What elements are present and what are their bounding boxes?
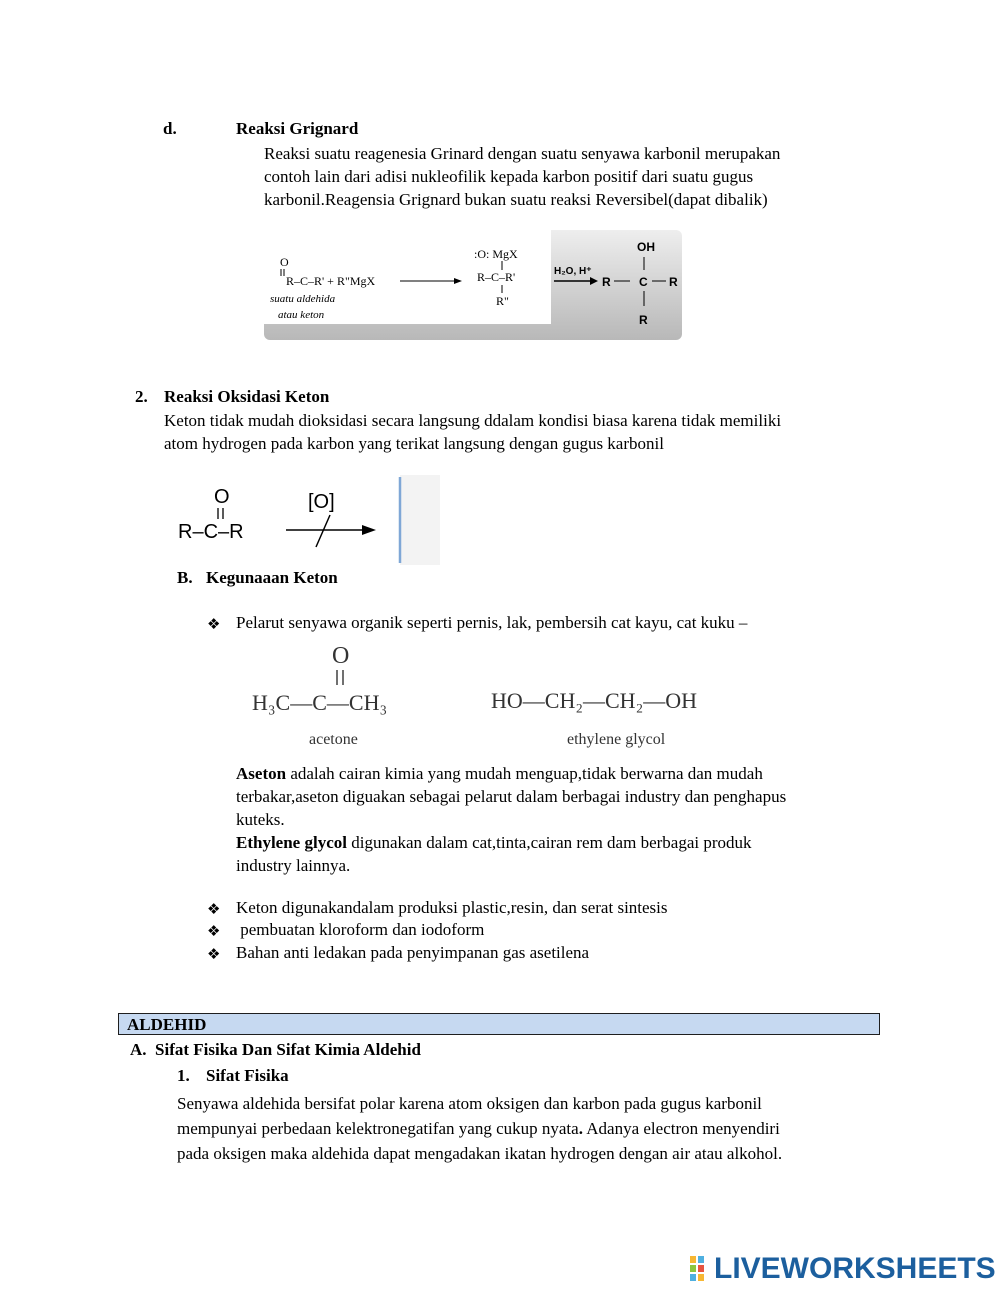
glycol-line-1-text: digunakan dalam cat,tinta,cairan rem dam berbagai produk	[346, 833, 752, 852]
oxidation-reagent: [O]	[308, 491, 335, 513]
glycol-term: Ethylene glycol	[236, 833, 347, 852]
oxidation-figure-edge	[400, 475, 440, 565]
liveworksheets-logo[interactable]	[690, 1252, 996, 1286]
oxidation-formula: R–C–R	[178, 521, 244, 543]
reactant-formula: R–C–R' + R"MgX	[286, 274, 376, 288]
logo-grid-icon	[690, 1256, 712, 1282]
uses-letter: B.	[177, 568, 193, 587]
oxidation-figure-svg	[164, 475, 440, 565]
logo-square	[690, 1274, 696, 1281]
product-bottom-r: R	[639, 313, 648, 327]
logo-square	[690, 1265, 696, 1272]
product-carbon: C	[639, 275, 648, 289]
grignard-line-3: karbonil.Reagensia Grignard bukan suatu reaksi Reversibel(dapat dibalik)	[264, 190, 768, 209]
logo-square	[698, 1265, 704, 1272]
uses-bullet-4: Bahan anti ledakan pada penyimpanan gas asetilena	[236, 943, 590, 962]
uses-bullet-2: Keton digunakandalam produksi plastic,resin, dan serat sintesis	[236, 898, 668, 917]
aldehid-section-title: A. Sifat Fisika Dan Sifat Kimia Aldehid	[130, 1040, 421, 1059]
uses-title: Kegunaaan Keton	[206, 568, 338, 587]
product-right-r: R	[669, 275, 678, 289]
acetone-oxygen: O	[332, 643, 350, 669]
oxidation-line-1: Keton tidak mudah dioksidasi secara langsung ddalam kondisi biasa karena tidak memiliki	[164, 411, 782, 430]
product-oh: OH	[637, 240, 655, 254]
aseton-line-3: kuteks.	[236, 810, 285, 829]
aseton-paragraph	[236, 762, 786, 877]
intermediate-r: R"	[496, 294, 509, 308]
logo-text: LIVEWORKSHEETS	[714, 1252, 996, 1285]
grignard-paragraph	[264, 142, 780, 211]
oxidation-line-2: atom hydrogen pada karbon yang terikat langsung dengan gugus karbonil	[164, 434, 664, 453]
glycol-line-1	[236, 831, 786, 854]
bullet-icon: ❖	[207, 615, 221, 633]
uses-bullet-1: Pelarut senyawa organik seperti pernis, lak, pembersih cat kayu, cat kuku –	[236, 613, 748, 632]
aseton-line-2: terbakar,aseton diguakan sebagai pelarut dalam berbagai industry dan penghapus	[236, 787, 787, 806]
oxidation-figure	[164, 475, 440, 565]
oxidation-title: Reaksi Oksidasi Keton	[164, 387, 330, 406]
aldehid-line-2a: mempunyai perbedaan kelektronegatifan yang cukup nyata	[177, 1119, 579, 1138]
aseton-line-1	[236, 762, 786, 785]
glycol-line-2: industry lainnya.	[236, 856, 351, 875]
uses-bullet-3: pembuatan kloroform dan iodoform	[236, 920, 485, 939]
bullet-icon: ❖	[207, 945, 221, 963]
intermediate-oxygen: :O: MgX	[474, 247, 518, 261]
reactant-caption-1: suatu aldehida	[270, 293, 336, 305]
grignard-line-2: contoh lain dari adisi nukleofilik kepada karbon positif dari suatu gugus	[264, 167, 754, 186]
grignard-reaction-figure	[264, 230, 682, 340]
logo-square	[698, 1256, 704, 1263]
structures-figure	[246, 640, 766, 752]
aldehid-line-2c: Adanya electron menyendiri	[582, 1119, 780, 1138]
logo-square	[698, 1274, 704, 1281]
oxidation-oxygen: O	[214, 486, 230, 508]
aldehid-line-3: pada oksigen maka aldehida dapat mengadakan ikatan hydrogen dengan air atau alkohol.	[177, 1144, 783, 1163]
reagent-label: H₂O, H⁺	[554, 266, 592, 277]
oxidation-number: 2.	[135, 387, 148, 406]
logo-square	[690, 1256, 696, 1263]
intermediate-formula: R–C–R'	[477, 270, 516, 284]
grignard-line-1: Reaksi suatu reagenesia Grinard dengan suatu senyawa karbonil merupakan	[264, 144, 781, 163]
oxidation-paragraph	[164, 409, 781, 455]
acetone-formula: H₃C—C—CH₃	[252, 690, 388, 715]
aldehid-heading: ALDEHID	[127, 1015, 207, 1034]
bullet-icon: ❖	[207, 922, 221, 940]
reactant-oxygen: O	[280, 255, 289, 269]
glycol-name: ethylene glycol	[567, 731, 666, 748]
aldehid-line-2	[177, 1116, 782, 1141]
grignard-letter: d.	[163, 119, 177, 138]
aldehid-sub-title: Sifat Fisika	[206, 1066, 289, 1085]
grignard-figure-svg	[264, 230, 682, 340]
aldehid-sub-number: 1.	[177, 1066, 190, 1085]
oxidation-figure-bg	[164, 475, 400, 565]
glycol-formula: HO—CH₂—CH₂—OH	[491, 688, 698, 713]
grignard-title: Reaksi Grignard	[236, 119, 359, 138]
aseton-term: Aseton	[236, 764, 287, 783]
aldehid-paragraph	[177, 1091, 782, 1166]
aseton-line-1-text: adalah cairan kimia yang mudah menguap,tidak berwarna dan mudah	[286, 764, 763, 783]
bullet-icon: ❖	[207, 900, 221, 918]
product-left-r: R	[602, 275, 611, 289]
acetone-name: acetone	[309, 731, 358, 748]
reactant-caption-2: atau keton	[278, 309, 325, 321]
aldehid-line-1: Senyawa aldehida bersifat polar karena atom oksigen dan karbon pada gugus karbonil	[177, 1094, 762, 1113]
structures-svg	[246, 640, 766, 752]
aldehid-line-2b: .	[578, 1119, 583, 1138]
aldehid-heading-bar	[118, 1013, 880, 1035]
